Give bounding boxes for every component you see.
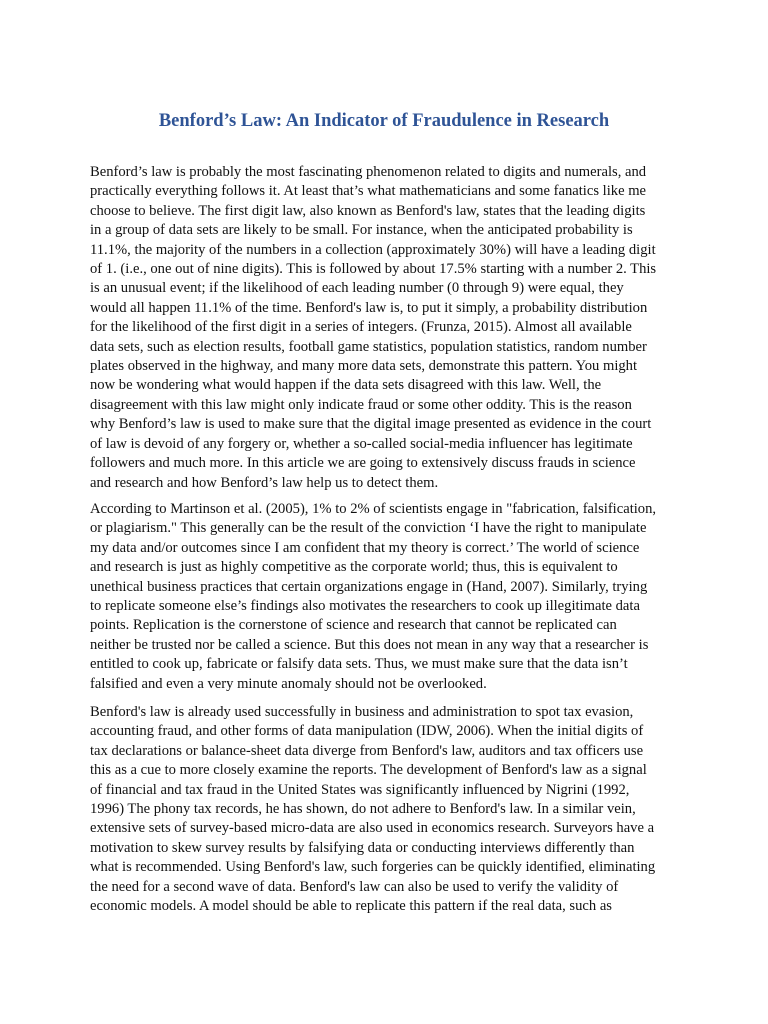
text-line: unethical business practices that certain organizations engage in (Hand, 2007). Similarly, trying bbox=[90, 578, 648, 595]
paragraph-research-misconduct bbox=[90, 500, 690, 694]
text-line: plates observed in the highway, and many more data sets, demonstrate this pattern. You might bbox=[90, 358, 638, 375]
document-title: Benford’s Law: An Indicator of Fraudulence in Research bbox=[158, 111, 610, 131]
text-line: why Benford’s law is used to make sure that the digital image presented as evidence in the court bbox=[90, 416, 652, 433]
text-line: tax declarations or balance-sheet data diverge from Benford's law, auditors and tax officers use bbox=[90, 742, 644, 759]
text-line: economic models. A model should be able to replicate this pattern if the real data, such as bbox=[90, 898, 612, 915]
text-line: accounting fraud, and other forms of data manipulation (IDW, 2006). When the initial digits of bbox=[90, 723, 644, 740]
text-line: motivation to skew survey results by falsifying data or conducting interviews differently than bbox=[90, 839, 635, 856]
text-line: neither be trusted nor be called a science. But this does not mean in any way that a researcher is bbox=[90, 636, 649, 653]
text-line: entitled to cook up, fabricate or falsify data sets. Thus, we must make sure that the data isn’t bbox=[90, 656, 628, 673]
text-line: falsified and even a very minute anomaly should not be overlooked. bbox=[90, 675, 487, 692]
text-line: is an unusual event; if the likelihood of each leading number (0 through 9) were equal, they bbox=[90, 280, 624, 297]
text-line: Benford’s law is probably the most fascinating phenomenon related to digits and numerals, and bbox=[90, 164, 647, 180]
text-line: what is recommended. Using Benford's law, such forgeries can be quickly identified, eliminating bbox=[90, 859, 656, 876]
text-line: 11.1%, the majority of the numbers in a collection (approximately 30%) will have a leading digit bbox=[90, 241, 656, 258]
text-line: in a group of data sets are likely to be small. For instance, when the anticipated probability is bbox=[90, 222, 633, 239]
text-line: of financial and tax fraud in the United States was significantly influenced by Nigrini (1992, bbox=[90, 781, 630, 798]
text-line: disagreement with this law might only indicate fraud or some other oddity. This is the reason bbox=[90, 396, 632, 413]
text-line: followers and much more. In this article we are going to extensively discuss frauds in science bbox=[90, 455, 636, 472]
text-line: points. Replication is the cornerstone of science and research that cannot be replicated can bbox=[90, 617, 617, 634]
text-line: to replicate someone else’s findings also motivates the researchers to cook up illegitimate data bbox=[90, 598, 640, 615]
text-line: of 1. (i.e., one out of nine digits). This is followed by about 17.5% starting with a number 2. This bbox=[90, 261, 657, 278]
text-line: According to Martinson et al. (2005), 1% to 2% of scientists engage in "fabrication, falsification, bbox=[90, 501, 657, 517]
text-line: data sets, such as election results, football game statistics, population statistics, random number bbox=[90, 338, 647, 355]
text-line: for the likelihood of the first digit in a series of integers. (Frunza, 2015). Almost all available bbox=[90, 319, 632, 336]
text-line: the need for a second wave of data. Benford's law can also be used to verify the validity of bbox=[90, 878, 619, 895]
text-line: and research is just as highly competitive as the corporate world; thus, this is equivalent to bbox=[90, 559, 618, 576]
text-line: Benford's law is already used successfully in business and administration to spot tax evasion, bbox=[90, 704, 634, 720]
paragraph-business-applications bbox=[90, 703, 690, 916]
text-line: practically everything follows it. At least that’s what mathematicians and some fanatics like me bbox=[90, 183, 647, 200]
text-line: my data and/or outcomes since I am confident that my theory is correct.’ The world of science bbox=[90, 539, 640, 556]
text-line: 1996) The phony tax records, he has shown, do not adhere to Benford's law. In a similar vein, bbox=[90, 801, 636, 818]
text-line: now be wondering what would happen if the data sets disagreed with this law. Well, the bbox=[90, 377, 602, 394]
text-line: extensive sets of survey-based micro-data are also used in economics research. Surveyors have a bbox=[90, 820, 655, 837]
text-line: of law is devoid of any forgery or, whether a so-called social-media influencer has legitimate bbox=[90, 435, 633, 452]
text-line: or plagiarism." This generally can be the result of the conviction ‘I have the right to manipulate bbox=[90, 520, 647, 537]
text-line: would all happen 11.1% of the time. Benford's law is, to put it simply, a probability distribution bbox=[90, 299, 648, 316]
text-line: and research and how Benford’s law help us to detect them. bbox=[90, 474, 439, 491]
text-line: this as a cue to more closely examine the reports. The development of Benford's law as a signal bbox=[90, 762, 647, 779]
text-line: choose to believe. The first digit law, also known as Benford's law, states that the leading digits bbox=[90, 202, 646, 219]
paragraph-intro bbox=[90, 163, 690, 493]
